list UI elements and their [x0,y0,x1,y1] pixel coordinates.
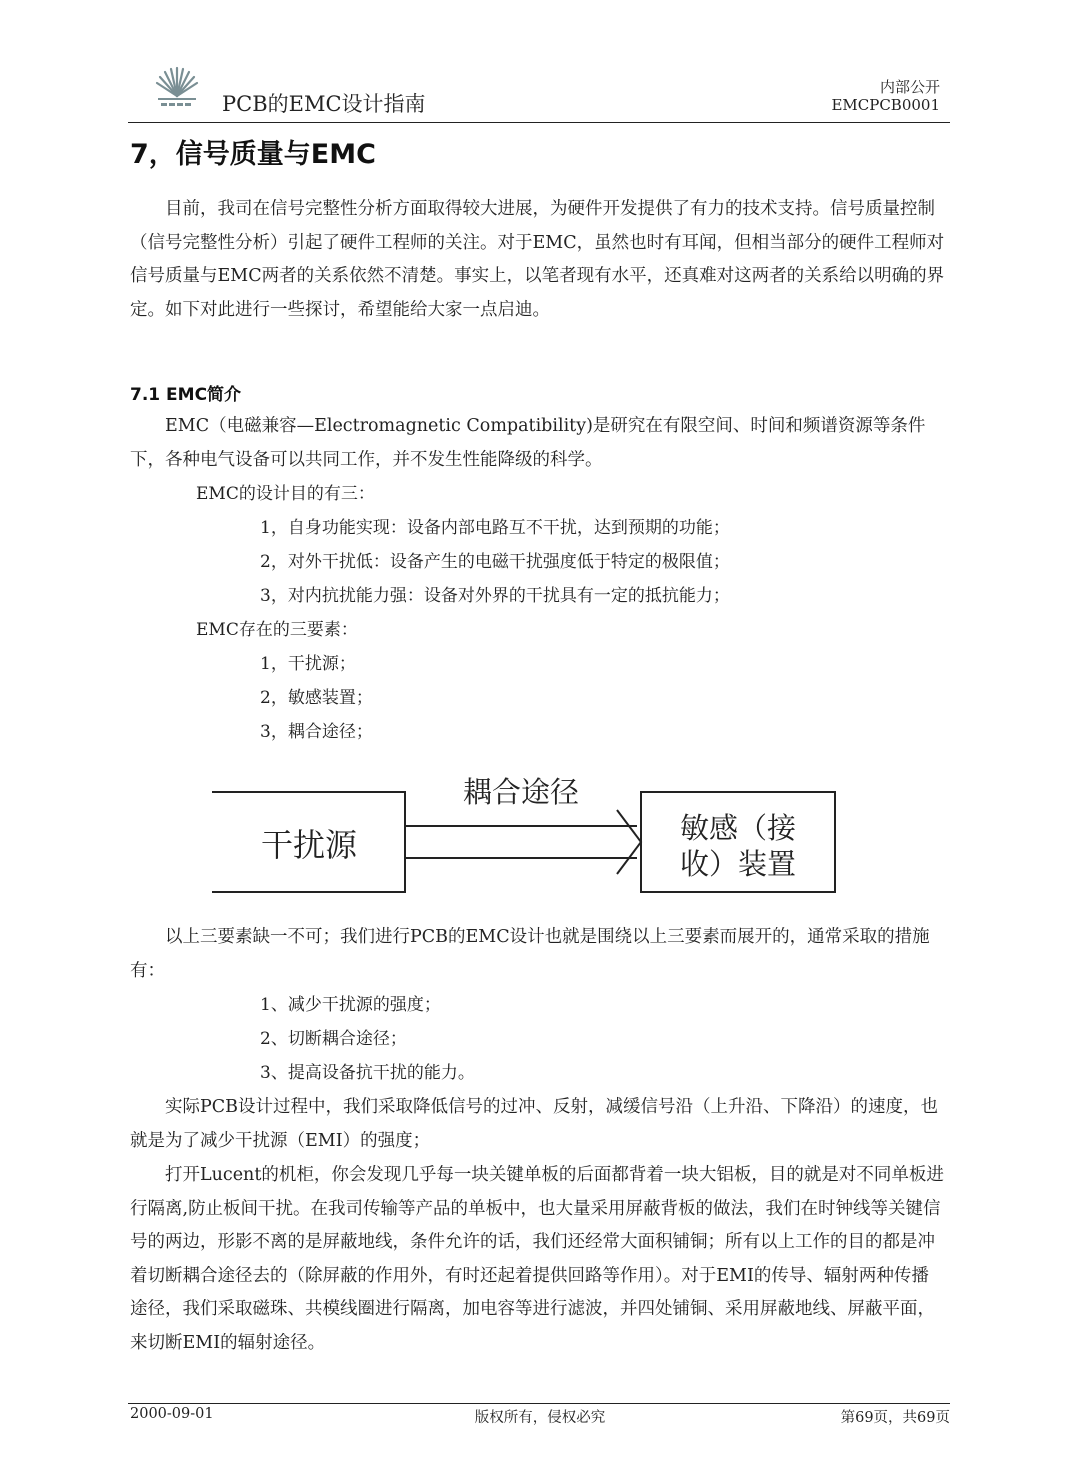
element-item: 1，干扰源； [260,654,356,674]
emc-elements-diagram [205,770,845,905]
element-item: 3，耦合途径； [260,722,373,742]
goal-item: 1，自身功能实现：设备内部电路互不干扰，达到预期的功能； [260,518,730,538]
header-divider [128,122,950,123]
classification-label: 内部公开 [879,78,940,96]
source-label: 干扰源 [260,826,358,864]
document-title: PCB的EMC设计指南 [222,92,426,116]
footer-copyright: 版权所有，侵权必究 [474,1410,606,1426]
coupling-path-label: 耦合途径 [462,775,580,809]
goal-item: 3，对内抗扰能力强：设备对外界的干扰具有一定的抵抗能力； [260,586,730,606]
arrow-head [617,810,641,874]
document-id: EMCPCB0001 [831,96,940,114]
intro-paragraph: 目前，我司在信号完整性分析方面取得较大进展，为硬件开发提供了有力的技术支持。信号质量控制（信号完整性分析）引起了硬件工程师的关注。对于EMC，虽然也时有耳闻，但相当部分的硬件工程师对信号质量与EMC两者的关系依然不清楚。事实上，以笔者现有水平，还真难对这两者的关系给以明确的界定。如下对此进行一些探讨，希望能给大家一点启迪。 [130,199,945,320]
footer-date: 2000-09-01 [130,1406,214,1422]
company-logo [152,62,202,110]
elements-heading: EMC存在的三要素： [196,620,358,640]
footer-divider [128,1403,950,1404]
measure-item: 2、切断耦合途径； [260,1029,407,1049]
emc-definition-paragraph: EMC（电磁兼容—Electromagnetic Compatibility)是研究在有限空间、时间和频谱资源等条件下，各种电气设备可以共同工作，并不发生性能降级的科学。 [130,416,926,470]
measure-item: 1、减少干扰源的强度； [260,995,441,1015]
chapter-title: 7，信号质量与EMC [130,139,376,170]
receiver-label-line2: 收）装置 [679,847,797,881]
measures-intro-paragraph: 以上三要素缺一不可；我们进行PCB的EMC设计也就是围绕以上三要素而展开的，通常采取的措施有： [130,927,930,981]
goals-heading: EMC的设计目的有三： [196,484,375,504]
goal-item: 2，对外干扰低：设备产生的电磁干扰强度低于特定的极限值； [260,552,730,572]
footer-page-number: 第69页，共69页 [840,1410,950,1426]
receiver-label-line1: 敏感（接 [679,811,797,845]
section-title: 7.1 EMC简介 [130,385,242,405]
lucent-paragraph: 打开Lucent的机柜，你会发现几乎每一块关键单板的后面都背着一块大铝板，目的就是对不同单板进行隔离,防止板间干扰。在我司传输等产品的单板中，也大量采用屏蔽背板的做法，我们在时钟线等关键信号的两边，形影不离的是屏蔽地线，条件允许的话，我们还经常大面积铺铜；所有以上工作的目的都是冲着切断耦合途径去的（除屏蔽的作用外，有时还起着提供回路等作用）。对于EMI的传导、辐射两种传播途径，我们采取磁珠、共模线圈进行隔离，加电容等进行滤波，并四处铺铜、采用屏蔽地线、屏蔽平面，来切断EMI的辐射途径。 [130,1165,944,1353]
measure-item: 3、提高设备抗干扰的能力。 [260,1063,475,1083]
element-item: 2，敏感装置； [260,688,373,708]
pcb-design-paragraph: 实际PCB设计过程中，我们采取降低信号的过冲、反射，减缓信号沿（上升沿、下降沿）的速度，也就是为了减少干扰源（EMI）的强度； [130,1097,939,1151]
